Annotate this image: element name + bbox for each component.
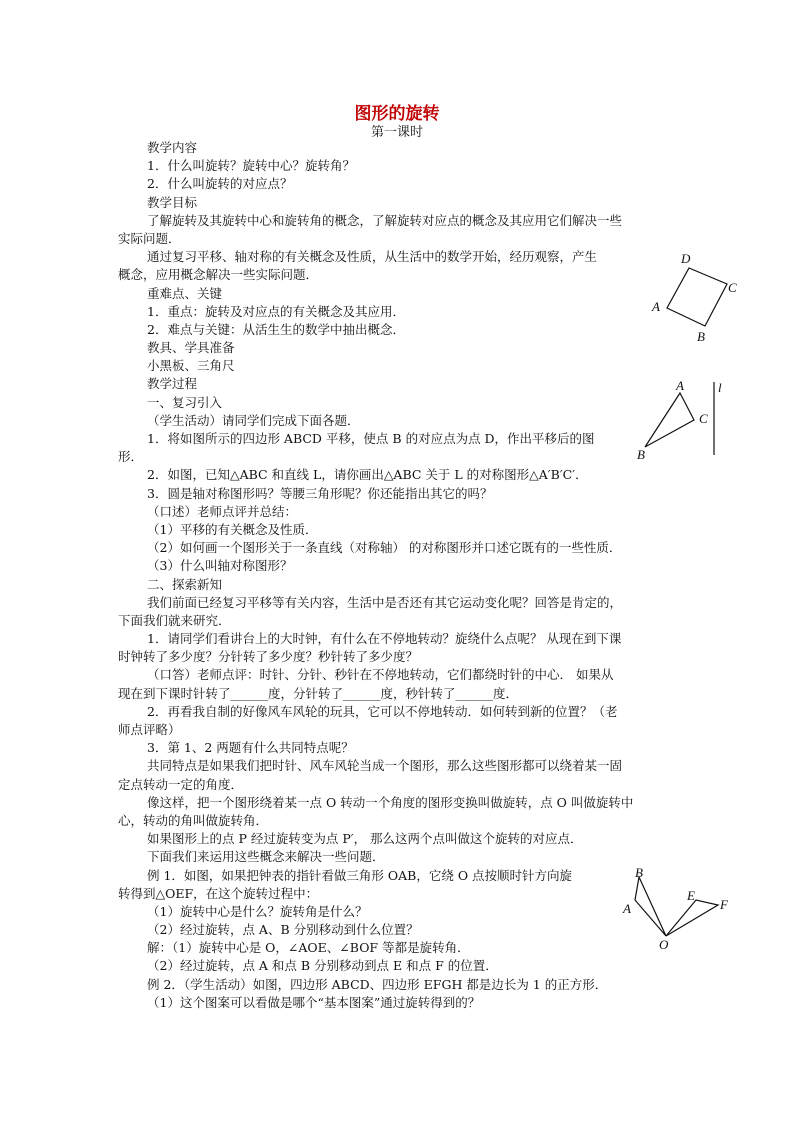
label-c: C (699, 411, 708, 426)
text-line: 心，转动的角叫做旋转角． (118, 812, 269, 828)
square-shape (667, 268, 727, 326)
text-line: 二、探索新知 (147, 576, 223, 592)
text-line: 如果图形上的点 P 经过旋转变为点 P′， 那么这两个点叫做这个旋转的对应点． (147, 831, 583, 847)
text-line: （3）什么叫轴对称图形？ (147, 558, 293, 574)
text-line: 3．第 1、2 两题有什么共同特点呢？ (147, 740, 354, 756)
text-line: （2）经过旋转，点 A、B 分别移动到什么位置？ (147, 922, 419, 938)
label-d: D (681, 251, 691, 266)
text-line: 转得到△OEF，在这个旋转过程中： (118, 885, 319, 901)
label-o: O (659, 937, 669, 952)
text-line: 教具、学具准备 (147, 340, 235, 356)
triangle-shape (645, 393, 694, 447)
text-line: 教学目标 (147, 194, 198, 210)
text-line: 形． (118, 449, 144, 465)
label-b: B (697, 329, 705, 344)
text-line: 小黑板、三角尺 (147, 358, 235, 374)
figure-square-abcd (645, 245, 745, 345)
text-line: 1．将如图所示的四边形 ABCD 平移，使点 B 的对应点为点 D，作出平移后的图 (147, 431, 595, 446)
text-line: 下面我们来运用这些概念来解决一些问题． (147, 849, 385, 865)
text-line: 教学内容 (147, 140, 198, 155)
text-line: 师点评略） (118, 722, 181, 737)
page-subtitle: 第一课时 (370, 125, 423, 140)
page-title: 图形的旋转 (354, 104, 440, 124)
text-line: 共同特点是如果我们把时针、风车风轮当成一个图形，那么这些图形都可以绕着某一固 (147, 758, 623, 774)
text-line: （1）平移的有关概念及性质． (147, 521, 318, 537)
text-line: 实际问题． (118, 230, 181, 246)
text-line: 2．如图，已知△ABC 和直线 L，请你画出△ABC 关于 L 的对称图形△A′B′C′． (147, 467, 588, 483)
triangle-oab (635, 877, 666, 936)
label-a: A (676, 378, 684, 393)
figure-rotation-oab-oef (615, 862, 740, 957)
text-line: 通过复习平移、轴对称的有关概念及性质，从生活中的数学开始，经历观察，产生 (147, 249, 598, 265)
text-line: （口答）老师点评：时针、分针、秒针在不停地转动，它们都绕时针的中心． 如果从 (147, 667, 614, 683)
text-line: 2．再看我自制的好像风车风轮的玩具，它可以不停地转动．如何转到新的位置？（老 (147, 703, 618, 719)
text-line: 概念，应用概念解决一些实际问题． (118, 267, 319, 283)
label-a: A (623, 901, 631, 916)
figure-triangle-line (632, 375, 732, 465)
text-line: 下面我们就来研究． (118, 612, 231, 628)
text-line: 了解旋转及其旋转中心和旋转角的概念，了解旋转对应点的概念及其应用它们解决一些 (147, 212, 623, 228)
label-f: F (720, 897, 728, 912)
text-line: 定点转动一定的角度． (118, 776, 244, 792)
triangle-oef (666, 900, 718, 936)
body-text (118, 139, 678, 1012)
text-line: 1．重点：旋转及对应点的有关概念及其应用． (147, 303, 405, 319)
label-b: B (637, 447, 645, 462)
text-line: （2）如何画一个图形关于一条直线（对称轴） 的对称图形并口述它既有的一些性质． (147, 540, 622, 556)
text-line: 像这样，把一个图形绕着某一点 O 转动一个角度的图形变换叫做旋转，点 O 叫做旋转中 (147, 794, 634, 810)
text-line: 1．请同学们看讲台上的大时钟，有什么在不停地转动？旋绕什么点呢？ 从现在到下课 (147, 631, 622, 647)
text-line: 3．圆是轴对称图形吗？等腰三角形呢？你还能指出其它的吗？ (147, 485, 493, 501)
label-b: B (635, 865, 643, 880)
text-line: （1）旋转中心是什么？旋转角是什么？ (147, 903, 368, 919)
text-line: （学生活动）请同学们完成下面各题． (147, 412, 360, 428)
text-line: 时钟转了多少度？分针转了多少度？秒针转了多少度？ (118, 649, 419, 665)
text-line: （1）这个图案可以看做是哪个“基本图案”通过旋转得到的？ (147, 994, 481, 1010)
text-line: （2）经过旋转，点 A 和点 B 分别移动到点 E 和点 F 的位置． (147, 958, 498, 974)
text-line: 2．难点与关键：从活生生的数学中抽出概念． (147, 321, 405, 337)
text-line: 现在到下课时针转了______度，分针转了______度，秒针转了______度． (118, 685, 519, 701)
text-line: （口述）老师点评并总结： (147, 503, 298, 519)
text-line: 我们前面已经复习平移等有关内容，生活中是否还有其它运动变化呢？回答是肯定的， (147, 594, 623, 610)
text-line: 2．什么叫旋转的对应点？ (147, 176, 293, 192)
text-line: 重难点、关键 (147, 285, 223, 301)
label-e: E (687, 888, 695, 903)
text-line: 1．什么叫旋转？旋转中心？旋转角？ (147, 158, 355, 174)
text-line: 例 2．（学生活动）如图，四边形 ABCD、四边形 EFGH 都是边长为 1 的正方形． (147, 976, 608, 992)
label-c: C (728, 280, 737, 295)
label-a: A (652, 299, 660, 314)
label-l: l (718, 380, 722, 395)
text-line: 一、复习引入 (147, 394, 223, 410)
text-line: 解：（1）旋转中心是 O，∠AOE、∠BOF 等都是旋转角． (147, 940, 470, 956)
text-line: 教学过程 (147, 376, 198, 392)
text-line: 例 1．如图，如果把钟表的指针看做三角形 OAB，它绕 O 点按顺时针方向旋 (147, 867, 573, 883)
